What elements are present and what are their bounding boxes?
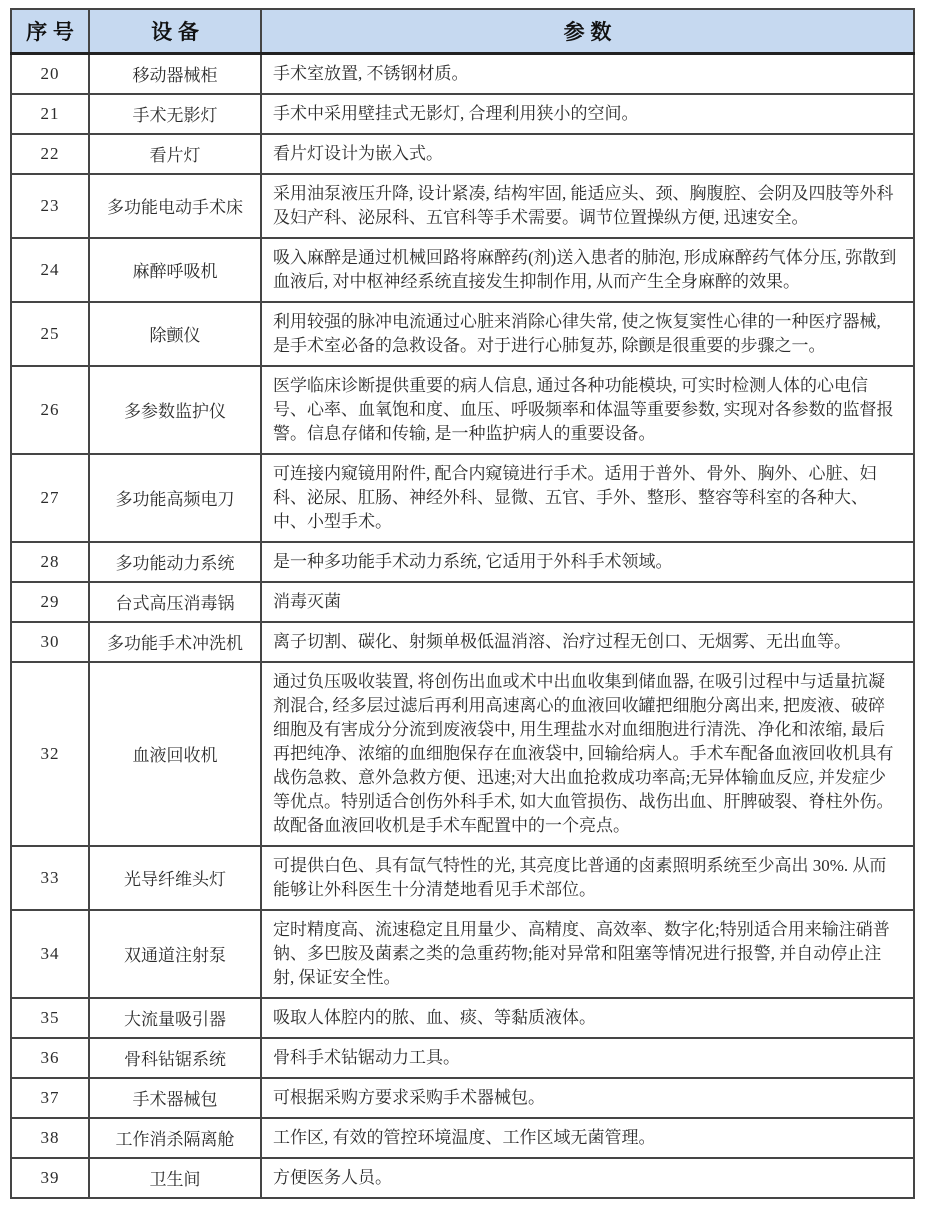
device-name: 多功能手术冲洗机 — [107, 634, 243, 653]
device-name: 手术无影灯 — [132, 106, 218, 125]
params-cell — [261, 662, 914, 846]
row-index: 24 — [40, 259, 60, 279]
device-name: 大流量吸引器 — [124, 1010, 226, 1029]
device-cell — [89, 94, 261, 134]
device-name: 工作消杀隔离舱 — [115, 1130, 235, 1149]
params-cell — [261, 1078, 914, 1118]
row-index-cell — [11, 846, 89, 910]
row-index-cell — [11, 582, 89, 622]
table-row — [11, 174, 914, 238]
row-index-cell — [11, 1038, 89, 1078]
row-index-cell — [11, 53, 89, 94]
device-name: 看片灯 — [149, 146, 201, 165]
device-name: 卫生间 — [149, 1170, 201, 1189]
device-name: 双通道注射泵 — [124, 946, 226, 965]
params-cell — [261, 998, 914, 1038]
device-cell — [89, 1038, 261, 1078]
params-text: 可提供白色、具有氙气特性的光, 其亮度比普通的卤素照明系统至少高出 30%. 从而能够让外科医生十分清楚地看见手术部位。 — [273, 855, 887, 899]
device-name: 台式高压消毒锅 — [115, 594, 235, 613]
params-text: 工作区, 有效的管控环境温度、工作区域无菌管理。 — [273, 1127, 656, 1147]
column-header-index: 序 号 — [11, 9, 89, 53]
params-cell — [261, 582, 914, 622]
params-text: 可根据采购方要求采购手术器械包。 — [273, 1087, 545, 1107]
params-text: 是一种多功能手术动力系统, 它适用于外科手术领域。 — [273, 551, 673, 571]
params-text: 可连接内窥镜用附件, 配合内窥镜进行手术。适用于普外、骨外、胸外、心脏、妇科、泌尿、肛肠、神经外科、显微、五官、手外、整形、整容等科室的各种大、中、小型手术。 — [273, 463, 877, 531]
device-cell — [89, 1078, 261, 1118]
device-cell — [89, 134, 261, 174]
row-index: 35 — [40, 1007, 60, 1027]
params-text: 离子切割、碳化、射频单极低温消溶、治疗过程无创口、无烟雾、无出血等。 — [273, 631, 851, 651]
table-row — [11, 454, 914, 542]
device-name: 手术器械包 — [132, 1090, 218, 1109]
table-row — [11, 582, 914, 622]
row-index-cell — [11, 662, 89, 846]
params-cell — [261, 1038, 914, 1078]
table-row — [11, 1078, 914, 1118]
table-row — [11, 998, 914, 1038]
device-name: 骨科钻锯系统 — [124, 1050, 226, 1069]
row-index: 36 — [40, 1047, 60, 1067]
params-cell — [261, 910, 914, 998]
row-index: 39 — [40, 1167, 60, 1187]
params-text: 骨科手术钻锯动力工具。 — [273, 1047, 460, 1067]
params-text: 方便医务人员。 — [273, 1167, 392, 1187]
params-cell — [261, 366, 914, 454]
table-row — [11, 662, 914, 846]
row-index: 38 — [40, 1127, 60, 1147]
row-index: 23 — [40, 195, 60, 215]
device-name: 多功能电动手术床 — [107, 198, 243, 217]
row-index-cell — [11, 1118, 89, 1158]
device-cell — [89, 302, 261, 366]
row-index: 20 — [40, 63, 60, 83]
row-index-cell — [11, 238, 89, 302]
device-cell — [89, 174, 261, 238]
table-row — [11, 1158, 914, 1198]
table-row — [11, 846, 914, 910]
row-index: 37 — [40, 1087, 60, 1107]
row-index: 30 — [40, 631, 60, 651]
table-header — [11, 9, 914, 53]
params-cell — [261, 238, 914, 302]
params-cell — [261, 53, 914, 94]
params-cell — [261, 1118, 914, 1158]
params-text: 通过负压吸收装置, 将创伤出血或术中出血收集到储血器, 在吸引过程中与适量抗凝剂混合, 经多层过滤后再利用高速离心的血液回收罐把细胞分离出来, 把废液、破碎细胞及有害成分分流到废液袋中, 用生理盐水对血细胞进行清洗、净化和浓缩, 最后再把纯净、浓缩的血细胞保存在血液袋中, 回输给病人。手术车配备血液回收机具有战伤急救、意外急救方便、迅速;对大出血抢救成功率高;无异体输血反应, 并发症少等优点。特别适合创伤外科手术, 如大血管损伤、战伤出血、肝脾破裂、脊柱外伤。故配备血液回收机是手术车配置中的一个亮点。 — [273, 671, 894, 835]
table-row — [11, 910, 914, 998]
device-name: 多功能动力系统 — [115, 554, 235, 573]
params-cell — [261, 134, 914, 174]
equipment-table — [10, 8, 915, 1199]
row-index-cell — [11, 302, 89, 366]
device-cell — [89, 238, 261, 302]
device-cell — [89, 622, 261, 662]
params-cell — [261, 302, 914, 366]
device-name: 多功能高频电刀 — [115, 490, 235, 509]
header-row — [11, 9, 914, 53]
device-name: 麻醉呼吸机 — [132, 262, 218, 281]
params-text: 采用油泵液压升降, 设计紧凑, 结构牢固, 能适应头、颈、胸腹腔、会阴及四肢等外科及妇产科、泌尿科、五官科等手术需要。调节位置操纵方便, 迅速安全。 — [273, 183, 894, 227]
device-cell — [89, 846, 261, 910]
row-index-cell — [11, 910, 89, 998]
table-row — [11, 94, 914, 134]
device-cell — [89, 1118, 261, 1158]
params-text: 手术室放置, 不锈钢材质。 — [273, 63, 469, 83]
params-text: 消毒灭菌 — [273, 591, 341, 611]
row-index-cell — [11, 94, 89, 134]
params-text: 医学临床诊断提供重要的病人信息, 通过各种功能模块, 可实时检测人体的心电信号、心率、血氧饱和度、血压、呼吸频率和体温等重要参数, 实现对各参数的监督报警。信息存储和传输, 是一种监护病人的重要设备。 — [273, 375, 894, 443]
table-row — [11, 1118, 914, 1158]
row-index: 28 — [40, 551, 60, 571]
device-cell — [89, 662, 261, 846]
table-row — [11, 1038, 914, 1078]
device-cell — [89, 1158, 261, 1198]
device-cell — [89, 366, 261, 454]
params-text: 吸取人体腔内的脓、血、痰、等黏质液体。 — [273, 1007, 596, 1027]
table-row — [11, 542, 914, 582]
device-cell — [89, 542, 261, 582]
params-text: 手术中采用壁挂式无影灯, 合理利用狭小的空间。 — [273, 103, 639, 123]
device-cell — [89, 53, 261, 94]
row-index-cell — [11, 1078, 89, 1118]
row-index-cell — [11, 134, 89, 174]
table-row — [11, 366, 914, 454]
table-row — [11, 53, 914, 94]
row-index: 33 — [40, 867, 60, 887]
params-text: 吸入麻醉是通过机械回路将麻醉药(剂)送入患者的肺泡, 形成麻醉药气体分压, 弥散到血液后, 对中枢神经系统直接发生抑制作用, 从而产生全身麻醉的效果。 — [273, 247, 897, 291]
row-index-cell — [11, 454, 89, 542]
row-index-cell — [11, 174, 89, 238]
device-name: 血液回收机 — [132, 746, 218, 765]
device-cell — [89, 582, 261, 622]
params-text: 看片灯设计为嵌入式。 — [273, 143, 443, 163]
column-header-params: 参 数 — [261, 9, 914, 53]
device-name: 多参数监护仪 — [124, 402, 226, 421]
row-index-cell — [11, 366, 89, 454]
row-index: 22 — [40, 143, 60, 163]
device-cell — [89, 454, 261, 542]
column-header-device: 设 备 — [89, 9, 261, 53]
table-row — [11, 134, 914, 174]
row-index: 32 — [40, 743, 60, 763]
table-row — [11, 238, 914, 302]
table-row — [11, 622, 914, 662]
table-body — [11, 53, 914, 1198]
row-index-cell — [11, 622, 89, 662]
params-cell — [261, 454, 914, 542]
device-cell — [89, 998, 261, 1038]
row-index: 25 — [40, 323, 60, 343]
params-cell — [261, 622, 914, 662]
row-index-cell — [11, 1158, 89, 1198]
params-cell — [261, 1158, 914, 1198]
params-text: 利用较强的脉冲电流通过心脏来消除心律失常, 使之恢复窦性心律的一种医疗器械, 是手术室必备的急救设备。对于进行心肺复苏, 除颤是很重要的步骤之一。 — [273, 311, 881, 355]
params-cell — [261, 846, 914, 910]
device-cell — [89, 910, 261, 998]
table-row — [11, 302, 914, 366]
row-index: 29 — [40, 591, 60, 611]
params-cell — [261, 94, 914, 134]
params-cell — [261, 174, 914, 238]
row-index: 27 — [40, 487, 60, 507]
device-name: 光导纤维头灯 — [124, 870, 226, 889]
device-name: 移动器械柜 — [132, 66, 218, 85]
params-text: 定时精度高、流速稳定且用量少、高精度、高效率、数字化;特别适合用来输注硝普钠、多巴胺及菌素之类的急重药物;能对异常和阻塞等情况进行报警, 并自动停止注射, 保证安全性。 — [273, 919, 890, 987]
row-index: 21 — [40, 103, 60, 123]
row-index-cell — [11, 542, 89, 582]
device-name: 除颤仪 — [149, 326, 201, 345]
row-index: 34 — [40, 943, 60, 963]
row-index: 26 — [40, 399, 60, 419]
row-index-cell — [11, 998, 89, 1038]
params-cell — [261, 542, 914, 582]
